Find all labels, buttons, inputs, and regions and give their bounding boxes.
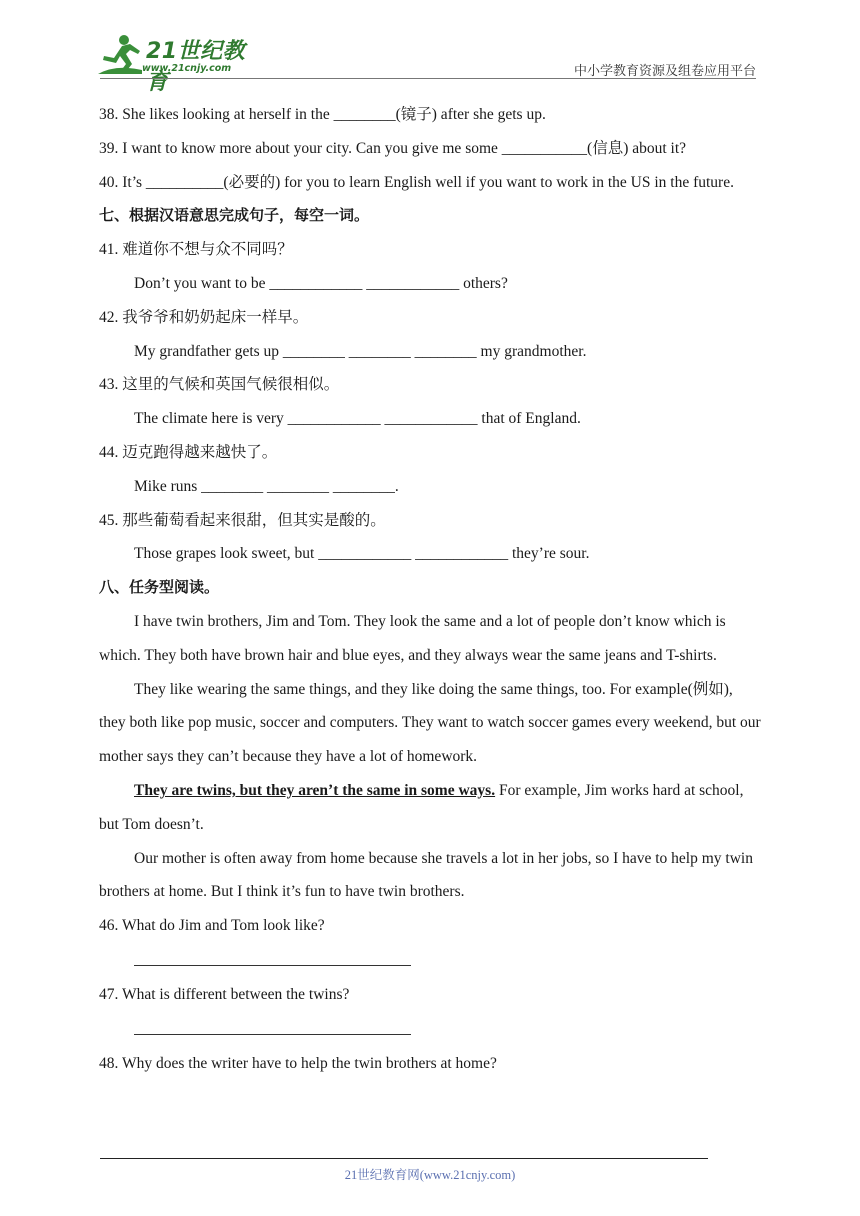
logo-text: 21世纪教育 (146, 39, 246, 95)
question-43-en: The climate here is very ____________ ____________ that of England. (134, 410, 581, 428)
question-40: 40. It’s __________(必要的) for you to learn English well if you want to work in the US in the future. (99, 173, 734, 191)
question-45-en: Those grapes look sweet, but ____________ ____________ they’re sour. (134, 545, 590, 563)
footer-divider (100, 1158, 708, 1159)
question-39: 39. I want to know more about your city. Can you give me some ___________(信息) about it? (99, 139, 687, 157)
worksheet-content (99, 98, 763, 1081)
question-43-cn: 43. 这里的气候和英国气候很相似。 (99, 376, 340, 394)
section-8-title: 八、任务型阅读。 (99, 578, 220, 597)
answer-line-47[interactable] (134, 1012, 411, 1035)
page-header (0, 0, 860, 95)
reading-paragraph-3 (99, 774, 763, 842)
logo-url: www.21cnjy.com (142, 63, 232, 74)
header-platform-text: 中小学教育资源及组卷应用平台 (573, 64, 756, 79)
question-47: 47. What is different between the twins? (99, 985, 350, 1003)
question-41-en: Don’t you want to be ____________ ____________ others? (134, 274, 508, 292)
reading-paragraph-2: They like wearing the same things, and they like doing the same things, too. For example(例如), they both like pop music, soccer and computers. They want to watch soccer games every weekend, but our mother says they can’t because they have a lot of homework. (99, 680, 761, 766)
reading-paragraph-1: I have twin brothers, Jim and Tom. They look the same and a lot of people don’t know which is which. They both have brown hair and blue eyes, and they always wear the same jeans and T-shirts. (99, 612, 726, 664)
question-45-cn: 45. 那些葡萄看起来很甜，但其实是酸的。 (99, 511, 386, 529)
question-48: 48. Why does the writer have to help the twin brothers at home? (99, 1054, 497, 1072)
question-46: 46. What do Jim and Tom look like? (99, 917, 325, 935)
section-7-title: 七、根据汉语意思完成句子，每空一词。 (99, 206, 370, 225)
footer-text: 21世纪教育网(www.21cnjy.com) (344, 1168, 516, 1182)
paragraph-3-rest: For example, Jim works hard at school, but Tom doesn’t. (99, 781, 744, 833)
question-38: 38. She likes looking at herself in the ________(镜子) after she gets up. (99, 106, 546, 123)
underlined-sentence: They are twins, but they aren’t the same in some ways. (134, 781, 496, 799)
question-42-cn: 42. 我爷爷和奶奶起床一样早。 (99, 308, 309, 326)
question-44-en: Mike runs ________ ________ ________. (134, 477, 399, 495)
answer-line-46[interactable] (134, 943, 411, 966)
question-41-cn: 41. 难道你不想与众不同吗？ (99, 241, 293, 259)
site-logo (96, 34, 266, 95)
runner-logo-icon (96, 34, 144, 78)
header-divider (100, 78, 756, 79)
question-44-cn: 44. 迈克跑得越来越快了。 (99, 443, 278, 461)
question-42-en: My grandfather gets up ________ ________ ________ my grandmother. (134, 342, 587, 360)
reading-paragraph-4: Our mother is often away from home because she travels a lot in her jobs, so I have to help my twin brothers at home. But I think it’s fun to have twin brothers. (99, 849, 753, 901)
